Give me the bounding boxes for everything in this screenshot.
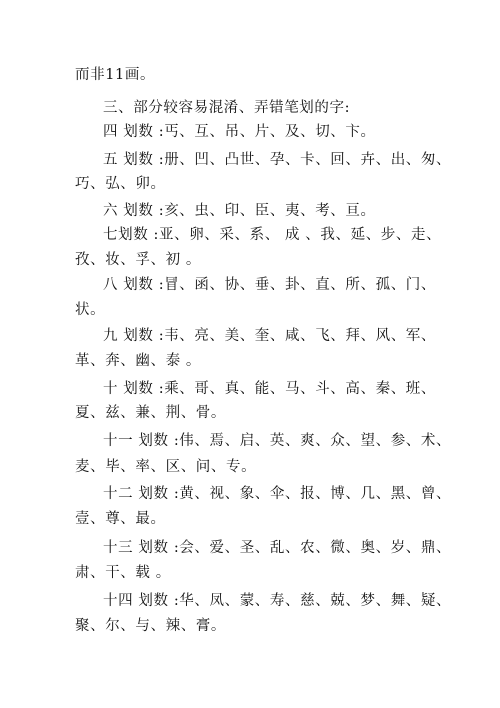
- text-line: 壹、尊、最。: [75, 511, 166, 527]
- text-line: 革、奔、幽、泰 。: [75, 353, 202, 369]
- text-line: 十 划数 :乘、哥、真、能、马、斗、高、秦、班、: [103, 381, 437, 397]
- text-line: 四 划数 :丐、互、吊、片、及、切、卞。: [103, 124, 376, 140]
- text-line: 巧、弘、卯。: [75, 176, 166, 192]
- text-line: 十三 划数 :会、爱、圣、乱、农、微、奥、岁、鼎、: [103, 540, 452, 556]
- text-line: 聚、尔、与、辣、膏。: [75, 618, 226, 634]
- text-line: 七划数 :亚、卵、采、系、 成 、我、延、步、走、: [103, 227, 442, 243]
- text-line: 状。: [75, 302, 106, 318]
- text-line: 十四 划数 :华、凤、蒙、寿、慈、兢、梦、舞、疑、: [103, 593, 452, 609]
- section-heading: 三、部分较容易混淆、弄错笔划的字:: [103, 100, 351, 116]
- text-line: 九 划数 :韦、亮、美、奎、咸、飞、拜、风、军、: [103, 328, 437, 344]
- text-line: 夏、兹、兼、荆、骨。: [75, 405, 226, 421]
- text-line: 八 划数 :冒、函、协、垂、卦、直、所、孤、门、: [103, 277, 437, 293]
- text-line: 麦、毕、率、区、问、专。: [75, 459, 257, 475]
- text-line: 孜、妆、孚、初 。: [75, 252, 202, 268]
- text-line: 肃、干、载 。: [75, 565, 171, 581]
- text-line: 六 划数 :亥、虫、印、臣、夷、考、亘。: [103, 203, 376, 219]
- text-line: 十二 划数 :黄、视、象、伞、报、博、几、黑、曾、: [103, 486, 452, 502]
- text-line: 五 划数 :册、凹、凸世、孕、卡、回、卉、出、匆、: [103, 152, 452, 168]
- text-line: 十一 划数 :伟、焉、启、英、爽、众、望、参、术、: [103, 433, 452, 449]
- text-line: 而非11画。: [75, 67, 156, 83]
